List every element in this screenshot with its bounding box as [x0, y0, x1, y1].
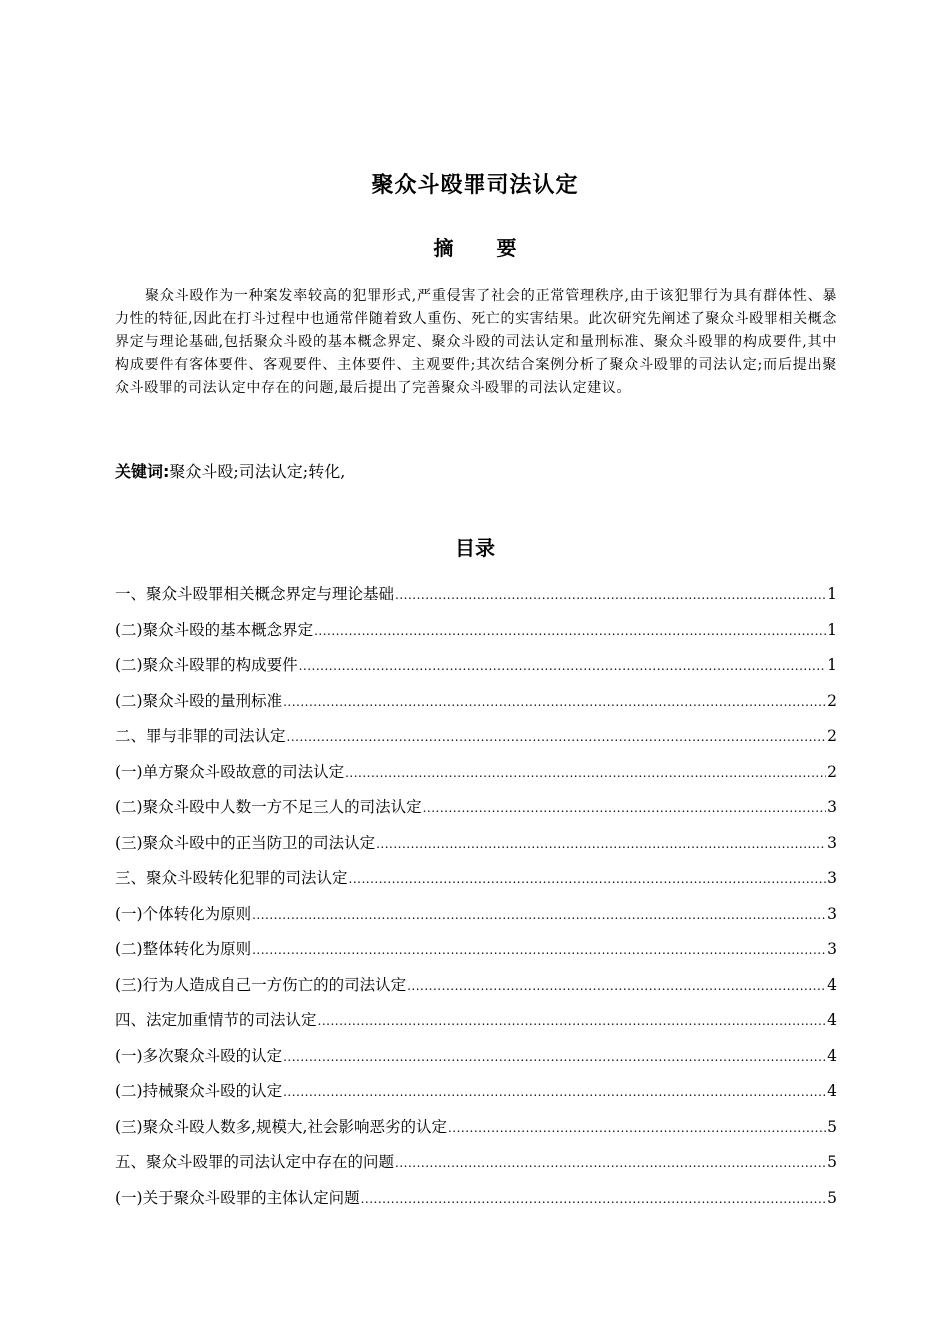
- toc-entry-page: 3: [827, 833, 837, 852]
- toc-leader-dots: [299, 659, 827, 673]
- toc-entry-title: (三)聚众斗殴人数多,规模大,社会影响恶劣的认定: [115, 1117, 447, 1136]
- toc-entry-page: 1: [827, 620, 837, 639]
- toc-entry[interactable]: [115, 1115, 837, 1151]
- toc-leader-dots: [349, 872, 827, 886]
- toc-entry-page: 5: [827, 1188, 837, 1207]
- toc-entry-title: (一)多次聚众斗殴的认定: [115, 1046, 283, 1065]
- document-title: 聚众斗殴罪司法认定: [371, 173, 579, 198]
- toc-entry-page: 4: [827, 975, 837, 994]
- toc-entry-page: 5: [827, 1117, 837, 1136]
- toc-entry-page: 1: [827, 585, 837, 603]
- toc-entry-title: (二)聚众斗殴的量刑标准: [115, 691, 283, 710]
- toc-entry-page: 5: [827, 1153, 837, 1171]
- toc-entry-title: 一、聚众斗殴罪相关概念界定与理论基础: [115, 585, 395, 603]
- toc-entry[interactable]: [115, 760, 837, 796]
- toc-entry-title: (三)行为人造成自己一方伤亡的的司法认定: [115, 975, 407, 994]
- toc-entry-page: 3: [827, 798, 837, 816]
- keywords-line: [115, 459, 837, 482]
- toc-heading: 目录: [455, 536, 495, 560]
- toc-entry-title: (一)单方聚众斗殴故意的司法认定: [115, 762, 345, 781]
- toc-entry-title: (二)聚众斗殴罪的构成要件: [115, 656, 298, 674]
- toc-entry-page: 2: [827, 727, 837, 745]
- toc-entry-title: 二、罪与非罪的司法认定: [115, 727, 286, 745]
- toc-entry-page: 2: [827, 691, 837, 710]
- toc-entry[interactable]: [115, 973, 837, 1009]
- toc-entry[interactable]: [115, 1150, 837, 1186]
- toc-entry[interactable]: [115, 937, 837, 973]
- toc-entry-page: 2: [827, 762, 837, 781]
- toc-leader-dots: [283, 1085, 826, 1099]
- toc-leader-dots: [318, 1014, 827, 1028]
- toc-leader-dots: [361, 1192, 827, 1206]
- keywords-value: 聚众斗殴;司法认定;转化,: [169, 462, 346, 481]
- toc-entry-page: 4: [827, 1011, 837, 1029]
- toc-entry-title: (二)整体转化为原则: [115, 940, 252, 958]
- toc-entry-page: 3: [827, 869, 837, 887]
- toc-entry-title: 三、聚众斗殴转化犯罪的司法认定: [115, 869, 348, 887]
- toc-entry-page: 4: [827, 1046, 837, 1065]
- toc-entry[interactable]: [115, 618, 837, 654]
- toc-entry-page: 3: [827, 940, 837, 958]
- toc-entry-title: (二)聚众斗殴中人数一方不足三人的司法认定: [115, 798, 422, 816]
- toc-entry[interactable]: [115, 1079, 837, 1115]
- toc-entry[interactable]: [115, 866, 837, 902]
- toc-entry[interactable]: [115, 689, 837, 725]
- toc-entry-page: 1: [827, 656, 837, 674]
- toc-entry-title: (一)关于聚众斗殴罪的主体认定问题: [115, 1188, 360, 1207]
- toc-leader-dots: [252, 943, 826, 957]
- keywords-label: 关键词:: [115, 462, 170, 481]
- toc-entry[interactable]: [115, 831, 837, 867]
- toc-entry[interactable]: [115, 795, 837, 831]
- toc-leader-dots: [423, 801, 827, 815]
- toc-leader-dots: [395, 1156, 826, 1170]
- toc-leader-dots: [448, 1121, 826, 1135]
- toc-entry[interactable]: [115, 1044, 837, 1080]
- toc-leader-dots: [395, 588, 826, 602]
- toc-entry-title: (二)持械聚众斗殴的认定: [115, 1082, 283, 1100]
- toc-leader-dots: [376, 837, 826, 851]
- toc-leader-dots: [252, 908, 826, 922]
- toc-leader-dots: [283, 695, 826, 709]
- toc-entry[interactable]: [115, 902, 837, 938]
- abstract-heading: 摘 要: [433, 236, 535, 260]
- toc-entry[interactable]: [115, 653, 837, 689]
- toc-entry[interactable]: [115, 724, 837, 760]
- toc-entry[interactable]: [115, 1186, 837, 1222]
- abstract-text: 聚众斗殴作为一种案发率较高的犯罪形式,严重侵害了社会的正常管理秩序,由于该犯罪行为具有群体性、暴力性的特征,因此在打斗过程中也通常伴随着致人重伤、死亡的实害结果。此次研究先阐述了聚众斗殴罪相关概念界定与理论基础,包括聚众斗殴的基本概念界定、聚众斗殴的司法认定和量刑标准、聚众斗殴罪的构成要件,其中构成要件有客体要件、客观要件、主体要件、主观要件;其次结合案例分析了聚众斗殴罪的司法认定;而后提出聚众斗殴罪的司法认定中存在的问题,最后提出了完善聚众斗殴罪的司法认定建议。: [115, 288, 837, 396]
- toc-leader-dots: [407, 979, 826, 993]
- table-of-contents: [115, 582, 837, 1221]
- toc-leader-dots: [283, 1050, 826, 1064]
- toc-entry-title: (三)聚众斗殴中的正当防卫的司法认定: [115, 833, 376, 852]
- toc-entry-title: 五、聚众斗殴罪的司法认定中存在的问题: [115, 1153, 395, 1171]
- toc-entry-page: 3: [827, 904, 837, 923]
- toc-leader-dots: [287, 730, 827, 744]
- toc-leader-dots: [345, 766, 826, 780]
- toc-entry-title: 四、法定加重情节的司法认定: [115, 1011, 317, 1029]
- toc-leader-dots: [314, 624, 826, 638]
- toc-entry-page: 4: [827, 1082, 837, 1100]
- toc-entry[interactable]: [115, 582, 837, 618]
- toc-entry-title: (一)个体转化为原则: [115, 904, 252, 923]
- toc-entry-title: (二)聚众斗殴的基本概念界定: [115, 620, 314, 639]
- toc-entry[interactable]: [115, 1008, 837, 1044]
